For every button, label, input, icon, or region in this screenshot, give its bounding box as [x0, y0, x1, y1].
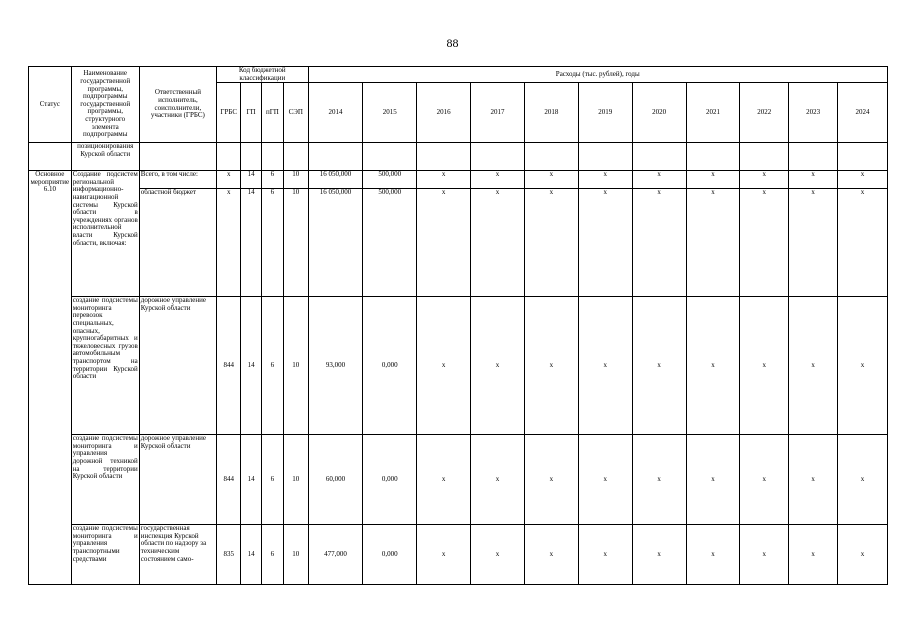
row-executor: государственная инспекция Курской области по надзору за техническим состоянием само-: [139, 525, 216, 585]
value-cell: x: [417, 435, 471, 525]
row-executor: дорожное управление Курской области: [139, 297, 216, 435]
value-cell: x: [789, 525, 838, 585]
value-cell: x: [471, 297, 525, 435]
value-cell: x: [632, 189, 686, 297]
table-row: [29, 143, 888, 171]
value-cell: 0,000: [363, 525, 417, 585]
value-cell: 500,000: [363, 189, 417, 297]
value-cell: x: [471, 189, 525, 297]
value-cell: x: [524, 435, 578, 525]
table-row: [29, 297, 888, 435]
header-name: Наименование государственной программы, подпрограммы государственной программы, структурного элемента подпрограммы: [71, 67, 139, 143]
table-row: [29, 171, 888, 189]
row-status: Основное мероприятие 6.10: [29, 171, 72, 585]
value-cell: x: [632, 297, 686, 435]
value-cell: x: [524, 171, 578, 189]
value-cell: x: [686, 297, 740, 435]
value-cell: x: [578, 171, 632, 189]
value-cell: 60,000: [308, 435, 363, 525]
value-cell: x: [578, 525, 632, 585]
budget-table: [28, 66, 888, 585]
row-executor: областной бюджет: [139, 189, 216, 297]
header-code-pgp: пГП: [261, 83, 283, 143]
code-cell: x: [217, 171, 241, 189]
value-cell: x: [578, 297, 632, 435]
header-year: 2023: [789, 83, 838, 143]
value-cell: x: [524, 297, 578, 435]
table-row: [29, 525, 888, 585]
code-cell: 10: [284, 171, 308, 189]
code-cell: 6: [261, 297, 283, 435]
value-cell: x: [789, 189, 838, 297]
code-cell: 10: [284, 189, 308, 297]
value-cell: x: [417, 525, 471, 585]
value-cell: x: [632, 525, 686, 585]
header-year: 2021: [686, 83, 740, 143]
code-cell: 10: [284, 435, 308, 525]
value-cell: x: [686, 189, 740, 297]
row-executor: Всего, в том числе:: [139, 171, 216, 189]
value-cell: x: [837, 189, 887, 297]
code-cell: 6: [261, 435, 283, 525]
value-cell: 0,000: [363, 297, 417, 435]
code-cell: 14: [241, 189, 261, 297]
value-cell: x: [686, 525, 740, 585]
value-cell: 477,000: [308, 525, 363, 585]
code-cell: 6: [261, 525, 283, 585]
value-cell: x: [471, 525, 525, 585]
header-code-sep: СЭП: [284, 83, 308, 143]
value-cell: x: [578, 435, 632, 525]
header-year: 2018: [524, 83, 578, 143]
value-cell: x: [789, 171, 838, 189]
header-status: Статус: [29, 67, 72, 143]
value-cell: 0,000: [363, 435, 417, 525]
code-cell: 6: [261, 171, 283, 189]
value-cell: x: [524, 189, 578, 297]
value-cell: 500,000: [363, 171, 417, 189]
code-cell: x: [217, 189, 241, 297]
table-row: [29, 189, 888, 297]
value-cell: 16 050,000: [308, 171, 363, 189]
code-cell: 10: [284, 525, 308, 585]
header-year: 2017: [471, 83, 525, 143]
code-cell: 14: [241, 435, 261, 525]
row-name: создание подсистемы мониторинга перевозок специальных, опасных, крупногабаритных и тяжеловесных грузов автомобильным транспортом на территории Курской области: [71, 297, 139, 435]
value-cell: x: [524, 525, 578, 585]
row-executor: дорожное управление Курской области: [139, 435, 216, 525]
header-expenses: Расходы (тыс. рублей), годы: [308, 67, 888, 83]
code-cell: 835: [217, 525, 241, 585]
code-cell: 844: [217, 435, 241, 525]
value-cell: x: [789, 435, 838, 525]
value-cell: x: [740, 297, 789, 435]
row-name: создание подсистемы мониторинга и управления дорожной техникой на территории Курской области: [71, 435, 139, 525]
value-cell: x: [740, 525, 789, 585]
value-cell: x: [837, 435, 887, 525]
value-cell: x: [837, 297, 887, 435]
value-cell: x: [686, 171, 740, 189]
header-year: 2019: [578, 83, 632, 143]
row-name: Создание подсистем региональной информационно-навигационной системы Курской области в учреждениях органов исполнительной власти Курской области, включая:: [71, 171, 139, 297]
value-cell: x: [417, 171, 471, 189]
value-cell: x: [632, 435, 686, 525]
value-cell: x: [471, 171, 525, 189]
header-executor: Ответственный исполнитель, соисполнители, участники (ГРБС): [139, 67, 216, 143]
carry-over-name: позиционирования Курской области: [71, 143, 139, 171]
value-cell: 93,000: [308, 297, 363, 435]
header-year: 2022: [740, 83, 789, 143]
value-cell: x: [471, 435, 525, 525]
value-cell: x: [837, 525, 887, 585]
header-year: 2014: [308, 83, 363, 143]
value-cell: x: [632, 171, 686, 189]
code-cell: 6: [261, 189, 283, 297]
code-cell: 14: [241, 297, 261, 435]
value-cell: x: [686, 435, 740, 525]
value-cell: x: [417, 297, 471, 435]
value-cell: x: [417, 189, 471, 297]
code-cell: 10: [284, 297, 308, 435]
header-year: 2015: [363, 83, 417, 143]
table-row: [29, 435, 888, 525]
header-year: 2024: [837, 83, 887, 143]
value-cell: x: [837, 171, 887, 189]
code-cell: 844: [217, 297, 241, 435]
value-cell: x: [740, 435, 789, 525]
header-code-grbs: ГРБС: [217, 83, 241, 143]
code-cell: 14: [241, 525, 261, 585]
page-number: 88: [446, 36, 459, 50]
value-cell: 16 050,000: [308, 189, 363, 297]
value-cell: x: [578, 189, 632, 297]
value-cell: x: [740, 189, 789, 297]
header-budget-code: Код бюджетной классификации: [217, 67, 308, 83]
header-year: 2020: [632, 83, 686, 143]
header-year: 2016: [417, 83, 471, 143]
header-code-gp: ГП: [241, 83, 261, 143]
code-cell: 14: [241, 171, 261, 189]
row-name: создание подсистемы мониторинга и управления транспортными средствами: [71, 525, 139, 585]
value-cell: x: [740, 171, 789, 189]
value-cell: x: [789, 297, 838, 435]
